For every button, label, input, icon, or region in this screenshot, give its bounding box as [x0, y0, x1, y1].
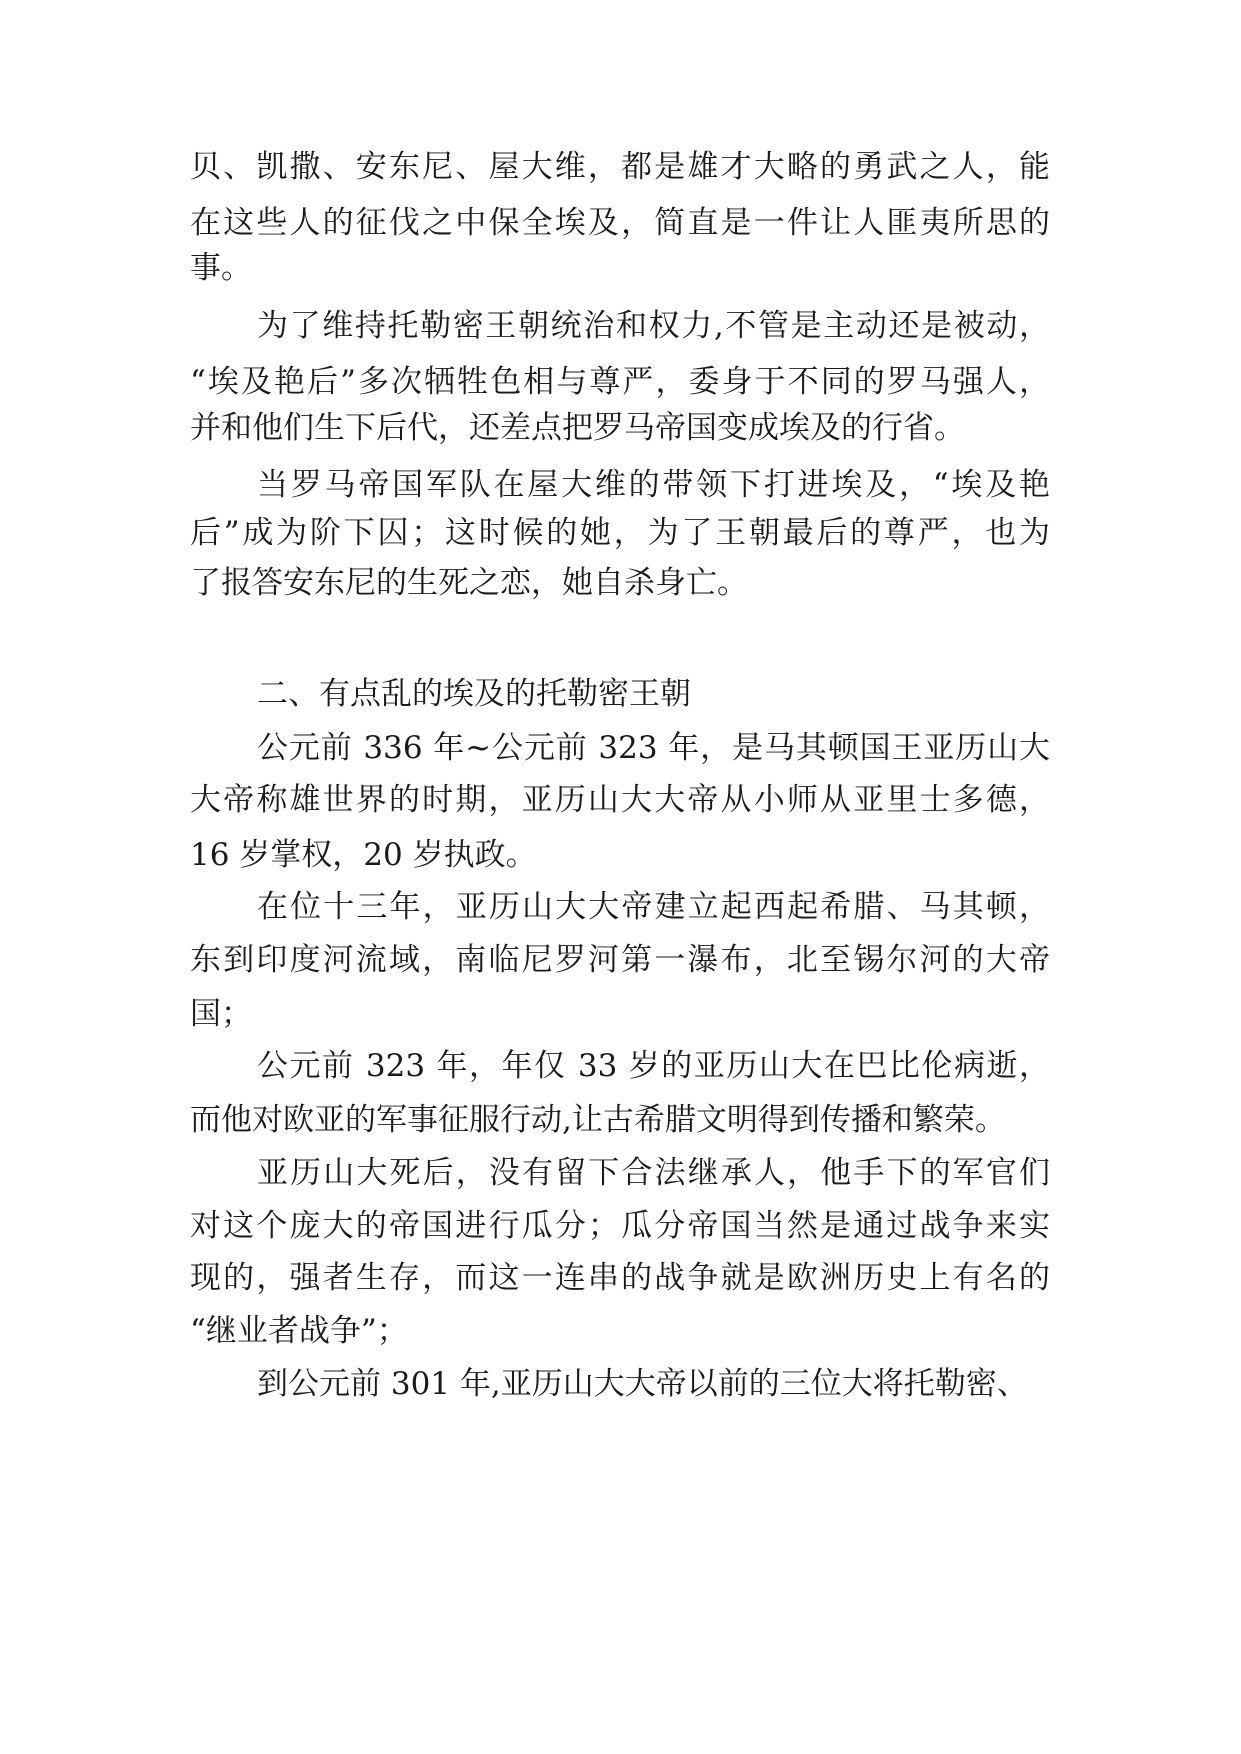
paragraph-1-line-1: 贝、凯撒、安东尼、屋大维，都是雄才大略的勇武之人，能: [190, 149, 1050, 185]
paragraph-7-line-2: 对这个庞大的帝国进行瓜分；瓜分帝国当然是通过战争来实: [190, 1208, 1050, 1244]
paragraph-1-line-2: 在这些人的征伐之中保全埃及，简直是一件让人匪夷所思的: [190, 205, 1050, 241]
paragraph-1-line-3: 事。: [190, 250, 252, 286]
paragraph-2-line-1: 为了维持托勒密王朝统治和权力,不管是主动还是被动，: [257, 308, 1050, 344]
paragraph-7-line-3: 现的，强者生存，而这一连串的战争就是欧洲历史上有名的: [190, 1260, 1050, 1296]
paragraph-6-line-1: 公元前 323 年，年仅 33 岁的亚历山大在巴比伦病逝，: [257, 1048, 1050, 1084]
paragraph-6-line-2: 而他对欧亚的军事征服行动,让古希腊文明得到传播和繁荣。: [190, 1102, 1006, 1138]
paragraph-4-line-2: 大帝称雄世界的时期，亚历山大大帝从小师从亚里士多德，: [190, 782, 1050, 818]
paragraph-3-line-3: 了报答安东尼的生死之恋，她自杀身亡。: [190, 565, 748, 601]
paragraph-5-line-1: 在位十三年，亚历山大大帝建立起西起希腊、马其顿，: [257, 889, 1050, 925]
paragraph-5-line-3: 国；: [190, 996, 252, 1032]
paragraph-2-line-2: “埃及艳后”多次牺牲色相与尊严，委身于不同的罗马强人，: [190, 364, 1050, 400]
paragraph-7-line-4: “继业者战争”；: [190, 1313, 408, 1349]
paragraph-5-line-2: 东到印度河流域，南临尼罗河第一瀑布，北至锡尔河的大帝: [190, 942, 1050, 978]
paragraph-2-line-3: 并和他们生下后代，还差点把罗马帝国变成埃及的行省。: [190, 410, 965, 446]
paragraph-4-line-1: 公元前 336 年~公元前 323 年，是马其顿国王亚历山大: [257, 730, 1050, 766]
section-heading: 二、有点乱的埃及的托勒密王朝: [257, 676, 691, 712]
paragraph-8-line-1: 到公元前 301 年,亚历山大大帝以前的三位大将托勒密、: [257, 1366, 1028, 1402]
paragraph-7-line-1: 亚历山大死后，没有留下合法继承人，他手下的军官们: [257, 1155, 1050, 1191]
paragraph-3-line-1: 当罗马帝国军队在屋大维的带领下打进埃及，“埃及艳: [257, 467, 1050, 503]
paragraph-3-line-2: 后”成为阶下囚；这时候的她，为了王朝最后的尊严，也为: [190, 515, 1050, 551]
paragraph-4-line-3: 16 岁掌权，20 岁执政。: [190, 837, 537, 873]
